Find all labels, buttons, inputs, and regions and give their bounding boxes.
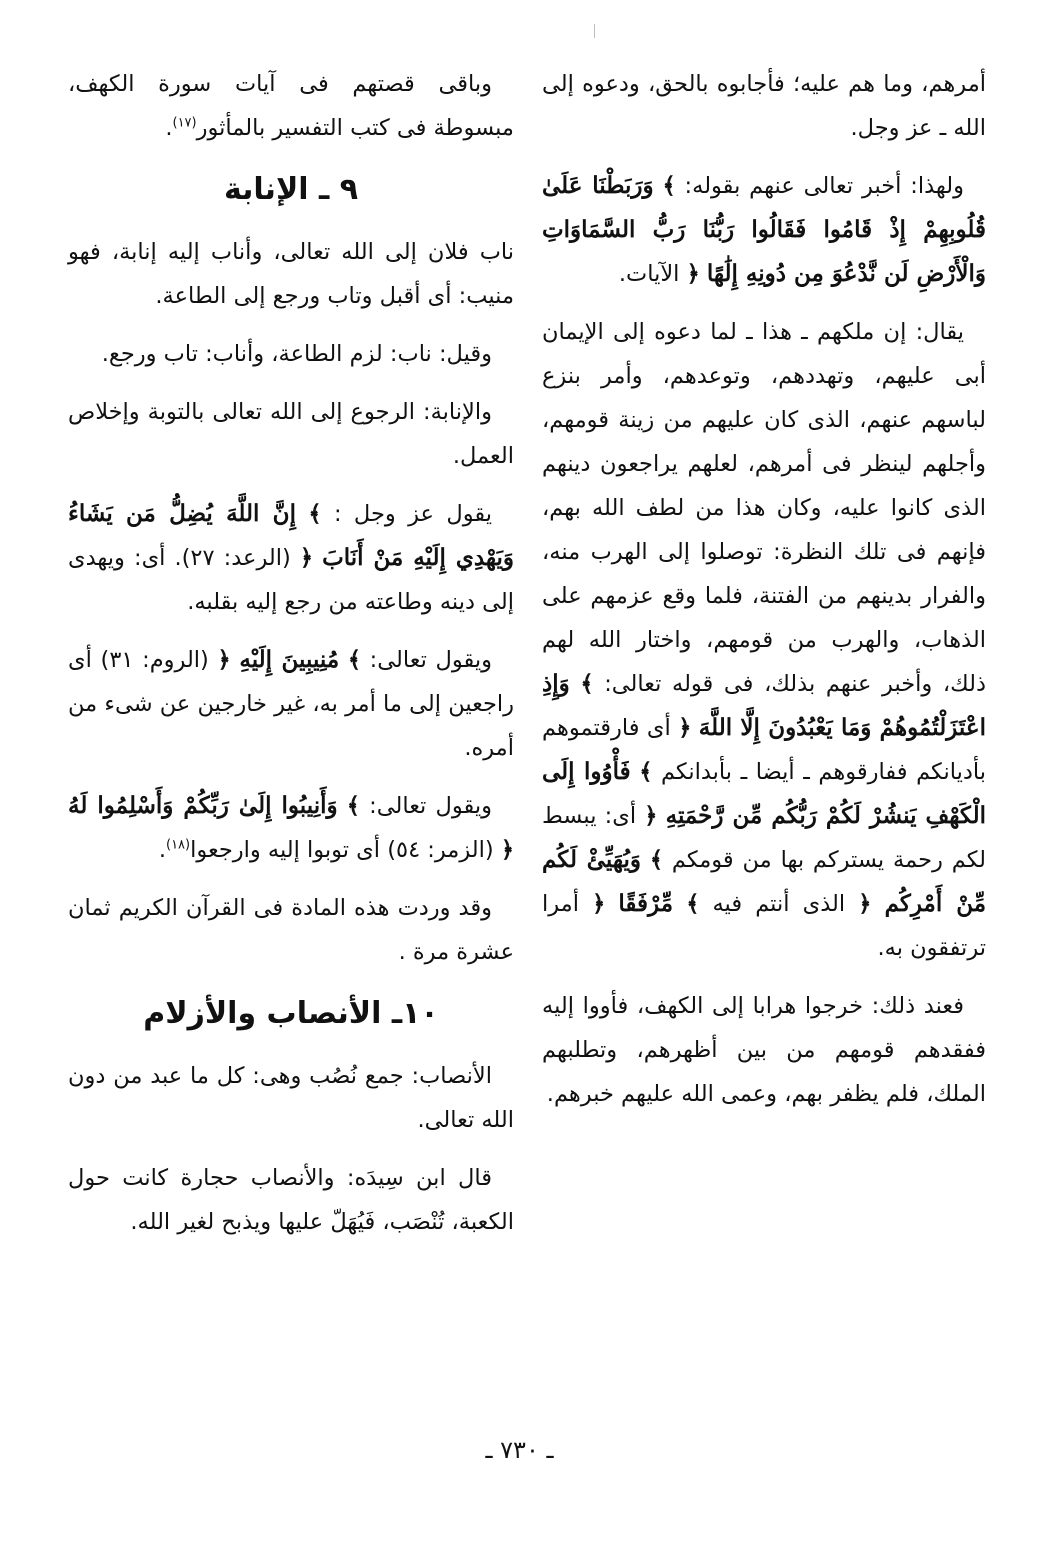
right-column — [542, 62, 986, 1130]
paragraph-text: فعند ذلك: خرجوا هرابا إلى الكهف، فأووا إليه ففقدهم قومهم من بين أظهرهم، وتطلبهم الملك، فلم يظفر بهم، وعمى الله عليهم خبرهم. — [542, 993, 986, 1107]
paragraph — [68, 784, 514, 872]
quran-verse: وَرَبَطْنَا عَلَىٰ قُلُوبِهِمْ إِذْ قَامُوا فَقَالُوا رَبُّنَا رَبُّ السَّمَاوَاتِ وَالْأَرْضِ لَن نَّدْعُوَ مِن دُونِهِ إِلَٰهًا — [542, 172, 986, 287]
quran-bracket-open: ﴾ — [662, 173, 676, 199]
paragraph-text: ويقول تعالى: — [359, 793, 492, 819]
paragraph — [542, 984, 986, 1116]
scan-mark — [594, 24, 595, 38]
paragraph-text: يقال: إن ملكهم ـ هذا ـ لما دعوه إلى الإيمان أبى عليهم، وتهددهم، وتوعدهم، وأمر بنزع لباسهم عنهم، الذى كان عليهم من زينة قومهم، وأجلهم لينظر فى أمرهم، لعلهم يراجعون دينهم الذى كانوا عليه، وكان هذا من لطف الله بهم، فإنهم فى تلك النظرة: توصلوا إلى الهرب منه، والفرار بدينهم من الفتنة، فلما وقع عزمهم على الذهاب، والهرب من قومهم، واختار الله لهم ذلك، وأخبر عنهم بذلك، فى قوله تعالى: — [542, 319, 987, 697]
paragraph — [68, 1054, 514, 1142]
quran-bracket-open: ﴾ — [649, 847, 663, 873]
paragraph — [68, 638, 514, 770]
quran-bracket-open: ﴾ — [639, 759, 653, 785]
quran-verse: وَإِذِ اعْتَزَلْتُمُوهُمْ وَمَا يَعْبُدُونَ إِلَّا اللَّهَ — [542, 670, 986, 741]
paragraph — [542, 164, 986, 296]
paragraph-text: ويقول تعالى: — [361, 647, 492, 673]
paragraph-text: (الرعد: ٢٧). أى: ويهدى إلى دينه وطاعته من رجع إليه بقلبه. — [68, 545, 514, 615]
quran-bracket-open: ﴾ — [308, 501, 322, 527]
quran-verse: مِّرْفَقًا — [618, 890, 674, 917]
quran-bracket-open: ﴾ — [347, 647, 362, 673]
quran-bracket-open: ﴾ — [580, 671, 594, 697]
paragraph — [68, 332, 514, 376]
quran-bracket-close: ﴿ — [299, 545, 314, 571]
quran-verse: مُنِيبِينَ إِلَيْهِ — [239, 646, 340, 673]
paragraph-text: (الزمر: ٥٤) أى توبوا إليه وارجعوا — [190, 837, 501, 863]
quran-bracket-close: ﴿ — [858, 891, 872, 917]
paragraph — [542, 62, 986, 150]
paragraph — [68, 62, 514, 150]
paragraph — [542, 310, 986, 970]
paragraph-text: ناب فلان إلى الله تعالى، وأناب إليه إنابة، فهو منيب: أى أقبل وتاب ورجع إلى الطاعة. — [68, 239, 514, 309]
paragraph — [68, 1156, 514, 1244]
quran-verse: وَأَنِيبُوا إِلَىٰ رَبِّكُمْ وَأَسْلِمُوا لَهُ — [68, 792, 338, 819]
footnote-ref: (١٨) — [166, 837, 191, 853]
paragraph-text: أى: يبسط لكم رحمة يستركم بها من قومكم — [542, 803, 986, 873]
paragraph-text: يقول عز وجل : — [321, 501, 492, 527]
paragraph-text: ولهذا: أخبر تعالى عنهم بقوله: — [675, 173, 964, 199]
quran-verse: وَيُهَيِّئْ لَكُم مِّنْ أَمْرِكُم — [542, 846, 987, 917]
quran-bracket-close: ﴿ — [686, 261, 700, 287]
paragraph-text: أمرهم، وما هم عليه؛ فأجابوه بالحق، ودعوه إلى الله ـ عز وجل. — [542, 71, 986, 141]
paragraph-text: (الروم: ٣١) أى راجعين إلى ما أمر به، غير خارجين عن شىء من أمره. — [68, 647, 514, 761]
paragraph-text: أمرا ترتفقون به. — [542, 891, 986, 961]
paragraph-text: . — [158, 837, 166, 863]
section-heading: ٩ ـ الإنابة — [223, 172, 359, 207]
paragraph-text: أى فارقتموهم بأديانكم ففارقوهم ـ أيضا ـ بأبدانكم — [542, 715, 986, 785]
paragraph-text: قال ابن سِيدَه: والأنصاب حجارة كانت حول الكعبة، تُنْصَب، فَيُهَلّ عليها ويذبح لغير الله. — [68, 1165, 514, 1235]
page-number: ـ ٧٣٠ ـ — [485, 1436, 554, 1464]
footnote-ref: (١٧) — [172, 115, 197, 131]
section-heading: ١٠ـ الأنصاب والأزلام — [143, 996, 439, 1031]
quran-bracket-close: ﴿ — [644, 803, 658, 829]
paragraph-text: الآيات. — [618, 261, 687, 287]
paragraph-text: والإنابة: الرجوع إلى الله تعالى بالتوبة وإخلاص العمل. — [68, 399, 514, 469]
paragraph-text: وباقى قصتهم فى آيات سورة الكهف، مبسوطة فى كتب التفسير بالمأثور — [68, 71, 514, 141]
paragraph — [68, 230, 514, 318]
quran-bracket-close: ﴿ — [500, 837, 514, 863]
quran-bracket-open: ﴾ — [346, 793, 360, 819]
paragraph — [68, 492, 514, 624]
paragraph-text: وقد وردت هذه المادة فى القرآن الكريم ثمان عشرة مرة . — [68, 895, 514, 965]
quran-bracket-close: ﴿ — [217, 647, 231, 673]
quran-bracket-open: ﴾ — [686, 891, 700, 917]
quran-bracket-close: ﴿ — [678, 715, 692, 741]
paragraph — [68, 886, 514, 974]
left-column — [68, 62, 514, 1258]
paragraph-text: الذى أنتم فيه — [699, 891, 859, 917]
quran-verse: فَأْوُوا إِلَى الْكَهْفِ يَنشُرْ لَكُمْ رَبُّكُم مِّن رَّحْمَتِهِ — [542, 758, 986, 829]
paragraph — [68, 390, 514, 478]
quran-verse: إِنَّ اللَّهَ يُضِلُّ مَن يَشَاءُ وَيَهْدِي إِلَيْهِ مَنْ أَنَابَ — [68, 500, 515, 571]
paragraph-text: الأنصاب: جمع نُصُب وهى: كل ما عبد من دون الله تعالى. — [68, 1063, 514, 1133]
paragraph-text: وقيل: ناب: لزم الطاعة، وأناب: تاب ورجع. — [101, 341, 492, 367]
quran-bracket-close: ﴿ — [592, 891, 606, 917]
paragraph-text: . — [165, 115, 173, 141]
